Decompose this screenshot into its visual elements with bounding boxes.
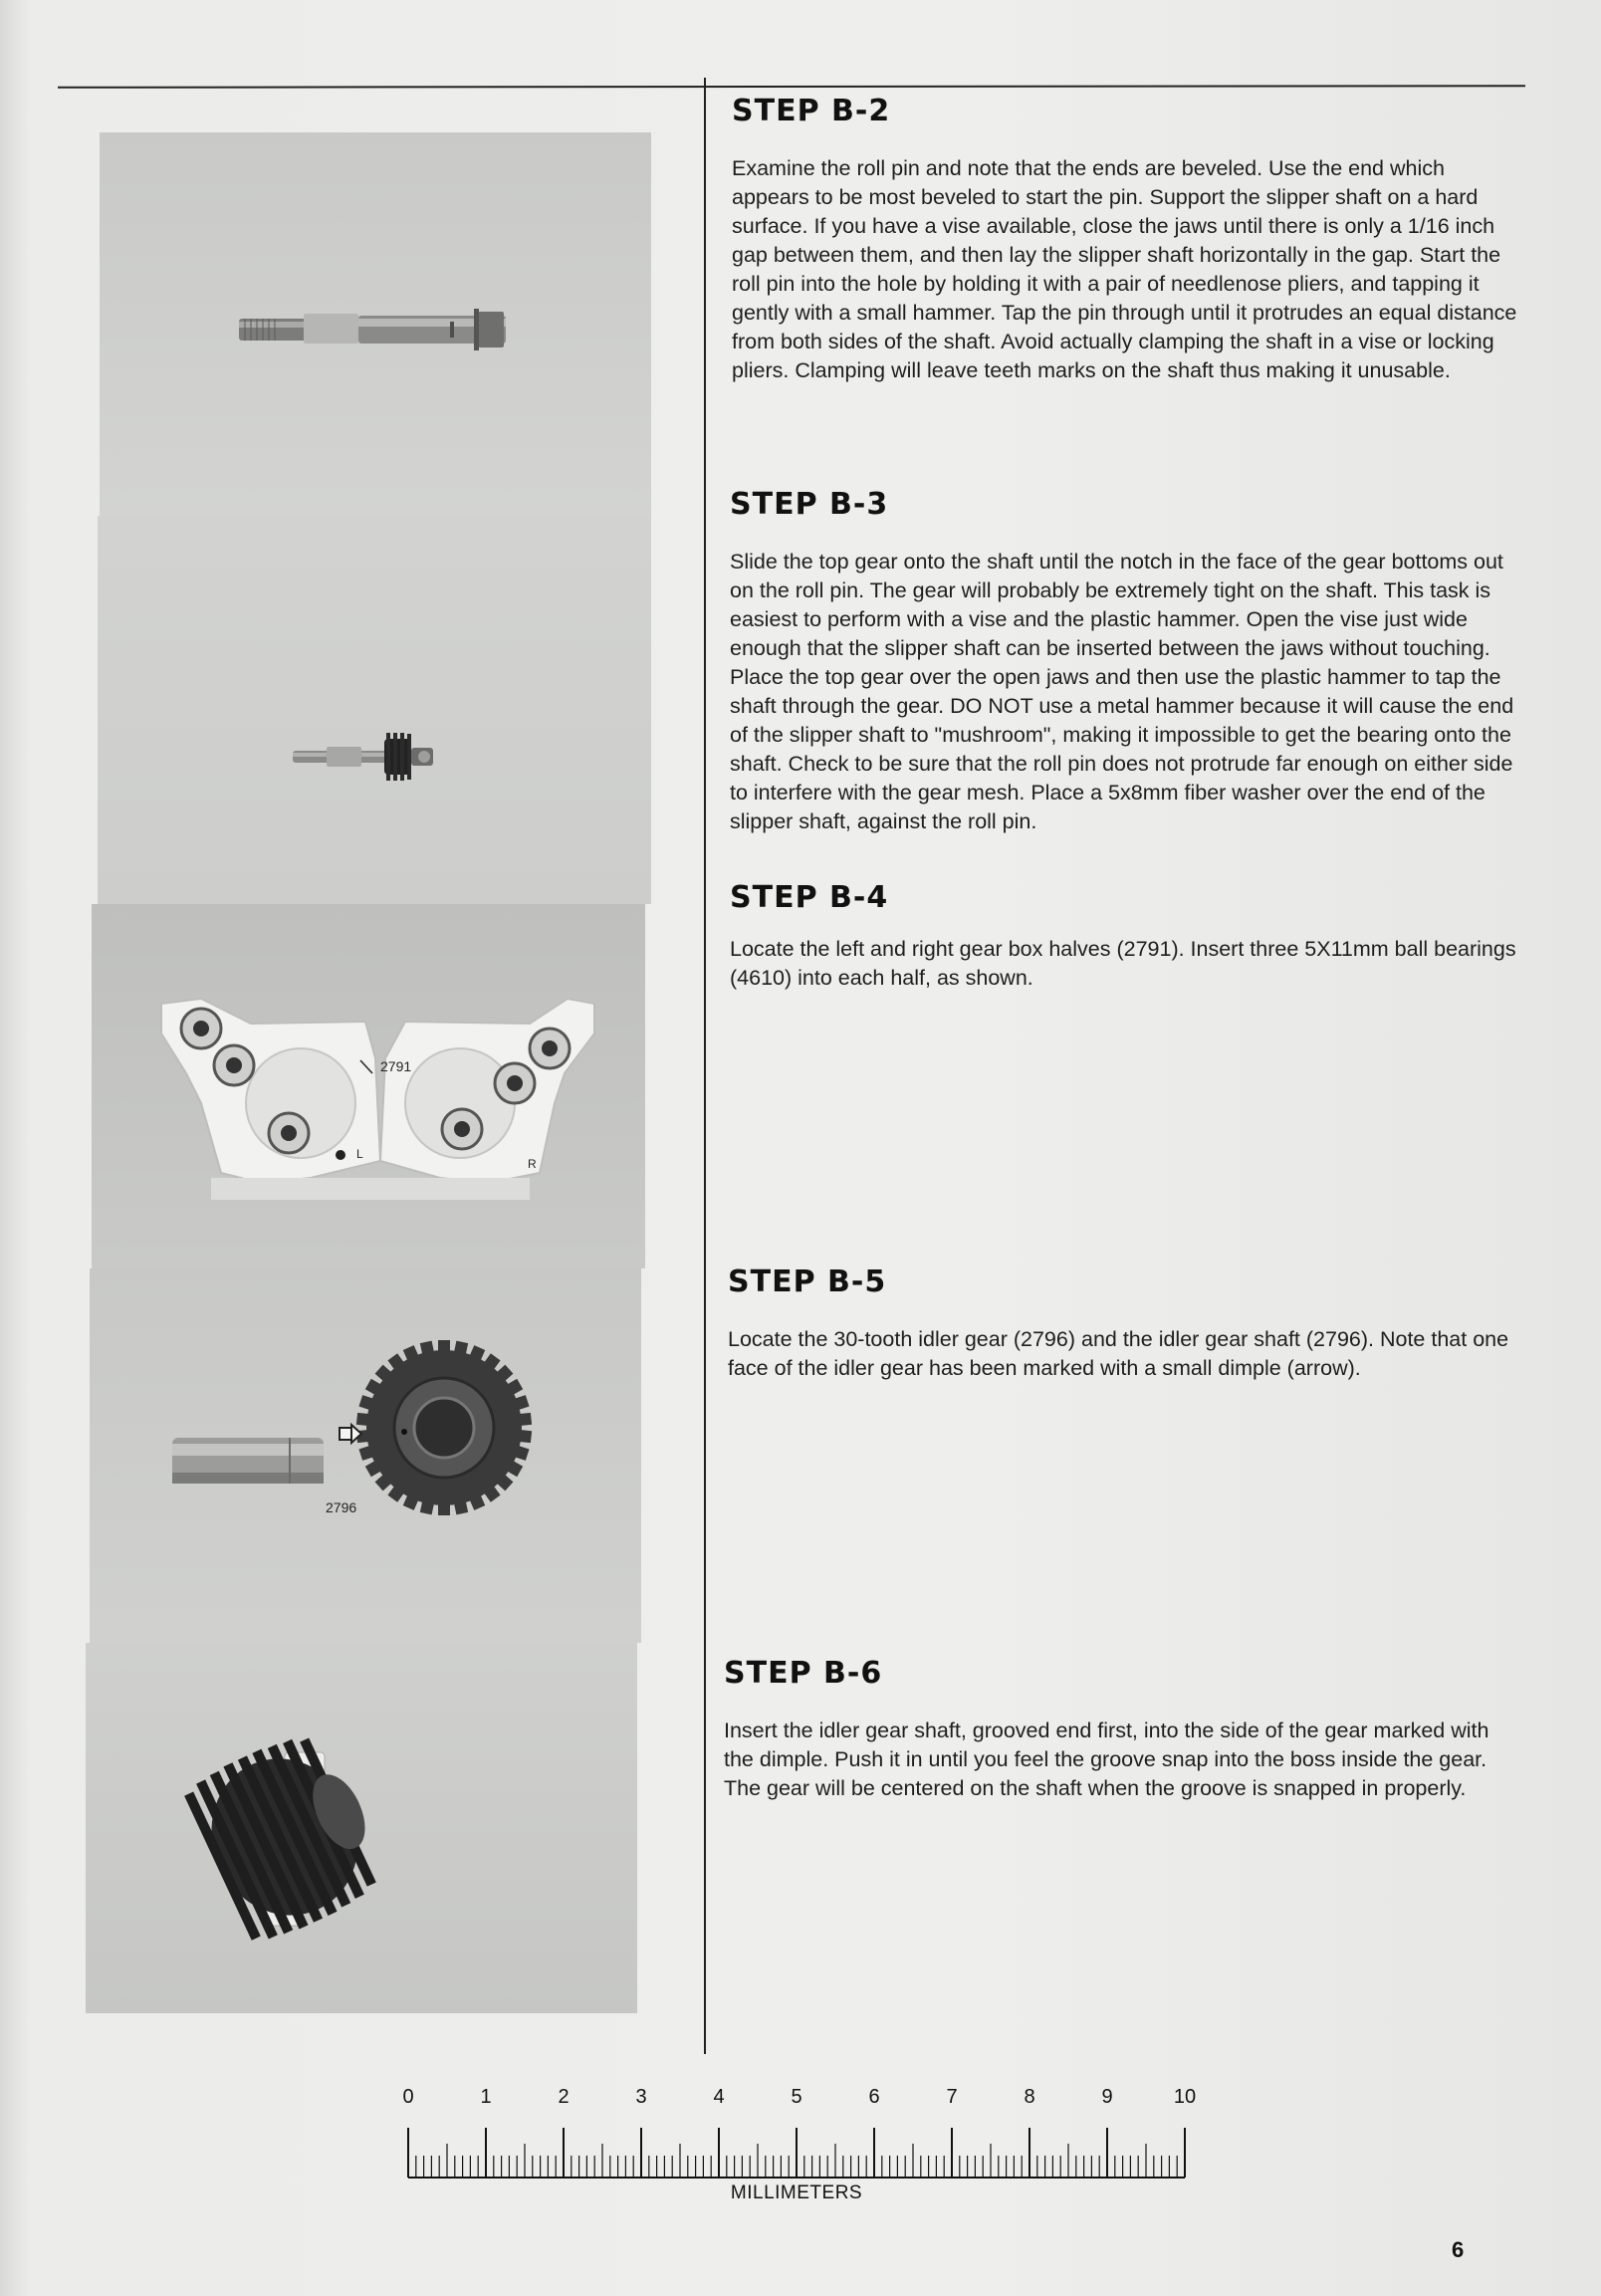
photo-slipper-shaft [100, 132, 651, 516]
column-divider [704, 78, 706, 2054]
page-number: 6 [1452, 2237, 1465, 2262]
millimeter-ruler [398, 2086, 1195, 2205]
gearbox-right-label: R [528, 1157, 537, 1171]
gearbox-left-label: L [356, 1147, 363, 1161]
ruler-number: 3 [635, 2086, 647, 2108]
ruler-number: 5 [791, 2086, 802, 2108]
step-b5-text: Locate the 30-tooth idler gear (2796) and the idler gear shaft (2796). Note that one face of the idler gear has been marked with a small dimple (arrow). [728, 1327, 1509, 1380]
step-b5 [728, 1264, 1514, 1383]
ruler-number: 4 [713, 2086, 725, 2108]
photo-shaft-with-gear [98, 516, 651, 904]
ruler-number: 9 [1101, 2086, 1113, 2108]
step-b5-heading: STEP B-5 [728, 1264, 887, 1299]
step-b2-text: Examine the roll pin and note that the ends are beveled. Use the end which appears to be most beveled to start the pin. Support the slipper shaft on a hard surface. If you have a vise available, close the jaws until there is only a 1/16 inch gap between them, and then lay the slipper shaft horizontally in the gap. Start the roll pin into the hole by holding it with a pair of needlenose pliers, and tapping it gently with a small hammer. Tap the pin through until it protrudes an equal distance from both sides of the shaft. Avoid actually clamping the shaft in a vise or locking pliers. Clamping will leave teeth marks on the shaft thus making it unusable. [732, 156, 1517, 382]
step-b4 [730, 880, 1516, 993]
step-b3 [730, 487, 1516, 836]
photo-assembled-idler-gear [86, 1643, 637, 2013]
photo-gearbox-halves [92, 904, 645, 1268]
ruler-number: 2 [558, 2086, 570, 2108]
ruler-number: 0 [402, 2086, 414, 2108]
step-b3-heading: STEP B-3 [730, 487, 889, 522]
step-b2 [732, 94, 1518, 385]
ruler-number: 10 [1173, 2086, 1197, 2108]
step-b6 [724, 1656, 1510, 1803]
step-b6-text: Insert the idler gear shaft, grooved end first, into the side of the gear marked with the dimple. Push it in until you feel the groove snap into the boss inside the gear. The gear will be centered on the shaft when the groove is snapped in properly. [724, 1719, 1489, 1800]
step-b3-text: Slide the top gear onto the shaft until the notch in the face of the gear bottoms out on the roll pin. The gear will probably be extremely tight on the shaft. This task is easiest to perform with a vise and the plastic hammer. Open the vise just wide enough that the slipper shaft can be inserted between the jaws without touching. Place the top gear over the open jaws and then use the plastic hammer to tap the shaft through the gear. DO NOT use a metal hammer because it will cause the end of the slipper shaft to "mushroom", making it impossible to get the bearing onto the shaft. Check to be sure that the roll pin does not protrude far enough on either side to interfere with the gear mesh. Place a 5x8mm fiber washer over the end of the slipper shaft, against the roll pin. [730, 550, 1514, 833]
ruler-number: 8 [1024, 2086, 1035, 2108]
ruler-number: 7 [946, 2086, 958, 2108]
step-b2-heading: STEP B-2 [732, 94, 891, 128]
ruler-caption: MILLIMETERS [730, 2182, 863, 2203]
idler-part-label: 2796 [326, 1499, 357, 1515]
gearbox-part-label: 2791 [380, 1058, 412, 1074]
ruler-ticks [398, 2116, 1195, 2185]
step-b4-text: Locate the left and right gear box halves (2791). Insert three 5X11mm ball bearings (4610) into each half, as shown. [730, 937, 1516, 990]
ruler-number: 1 [480, 2086, 492, 2108]
step-b6-heading: STEP B-6 [724, 1656, 883, 1691]
photo-idler-gear-and-shaft [90, 1268, 641, 1643]
step-b4-heading: STEP B-4 [730, 880, 889, 915]
ruler-number: 6 [868, 2086, 880, 2108]
